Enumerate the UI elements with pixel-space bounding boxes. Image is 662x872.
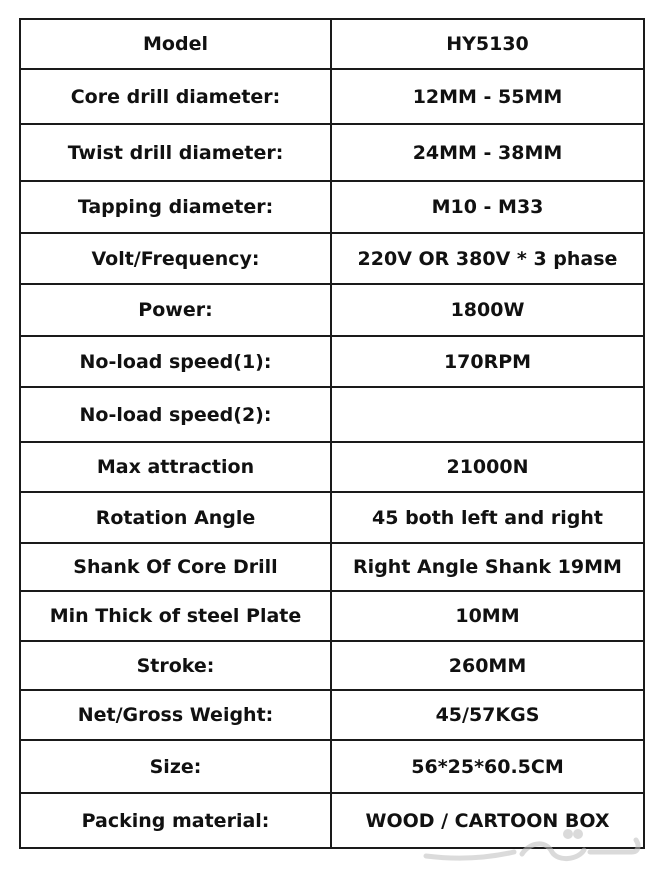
spec-value: 45 both left and right	[331, 492, 644, 543]
table-row	[20, 336, 644, 387]
spec-value: 10MM	[331, 591, 644, 641]
table-row	[20, 124, 644, 181]
spec-label: Tapping diameter:	[20, 181, 331, 233]
spec-label: Rotation Angle	[20, 492, 331, 543]
spec-label: Core drill diameter:	[20, 69, 331, 124]
spec-value: 56*25*60.5CM	[331, 740, 644, 793]
spec-label: No-load speed(1):	[20, 336, 331, 387]
spec-value: WOOD / CARTOON BOX	[331, 793, 644, 848]
spec-value: 12MM - 55MM	[331, 69, 644, 124]
table-row	[20, 442, 644, 492]
table-row	[20, 690, 644, 740]
spec-label: Volt/Frequency:	[20, 233, 331, 284]
spec-label: Size:	[20, 740, 331, 793]
table-row	[20, 641, 644, 690]
spec-label: Max attraction	[20, 442, 331, 492]
spec-value: 220V OR 380V * 3 phase	[331, 233, 644, 284]
spec-label: Stroke:	[20, 641, 331, 690]
spec-value: 24MM - 38MM	[331, 124, 644, 181]
spec-label: Twist drill diameter:	[20, 124, 331, 181]
spec-table-body	[20, 19, 644, 848]
spec-label: Packing material:	[20, 793, 331, 848]
table-row	[20, 793, 644, 848]
table-row	[20, 591, 644, 641]
spec-value: 45/57KGS	[331, 690, 644, 740]
table-row	[20, 387, 644, 442]
spec-label: Shank Of Core Drill	[20, 543, 331, 591]
spec-table	[19, 18, 645, 849]
spec-label: Min Thick of steel Plate	[20, 591, 331, 641]
table-row	[20, 19, 644, 69]
table-row	[20, 492, 644, 543]
spec-label: Model	[20, 19, 331, 69]
spec-value: M10 - M33	[331, 181, 644, 233]
table-row	[20, 543, 644, 591]
spec-value: 21000N	[331, 442, 644, 492]
spec-label: No-load speed(2):	[20, 387, 331, 442]
table-row	[20, 740, 644, 793]
spec-value: HY5130	[331, 19, 644, 69]
spec-value: 260MM	[331, 641, 644, 690]
spec-value: 1800W	[331, 284, 644, 336]
spec-label: Net/Gross Weight:	[20, 690, 331, 740]
spec-value: Right Angle Shank 19MM	[331, 543, 644, 591]
table-row	[20, 284, 644, 336]
table-row	[20, 181, 644, 233]
spec-value	[331, 387, 644, 442]
spec-label: Power:	[20, 284, 331, 336]
table-row	[20, 233, 644, 284]
spec-value: 170RPM	[331, 336, 644, 387]
table-row	[20, 69, 644, 124]
